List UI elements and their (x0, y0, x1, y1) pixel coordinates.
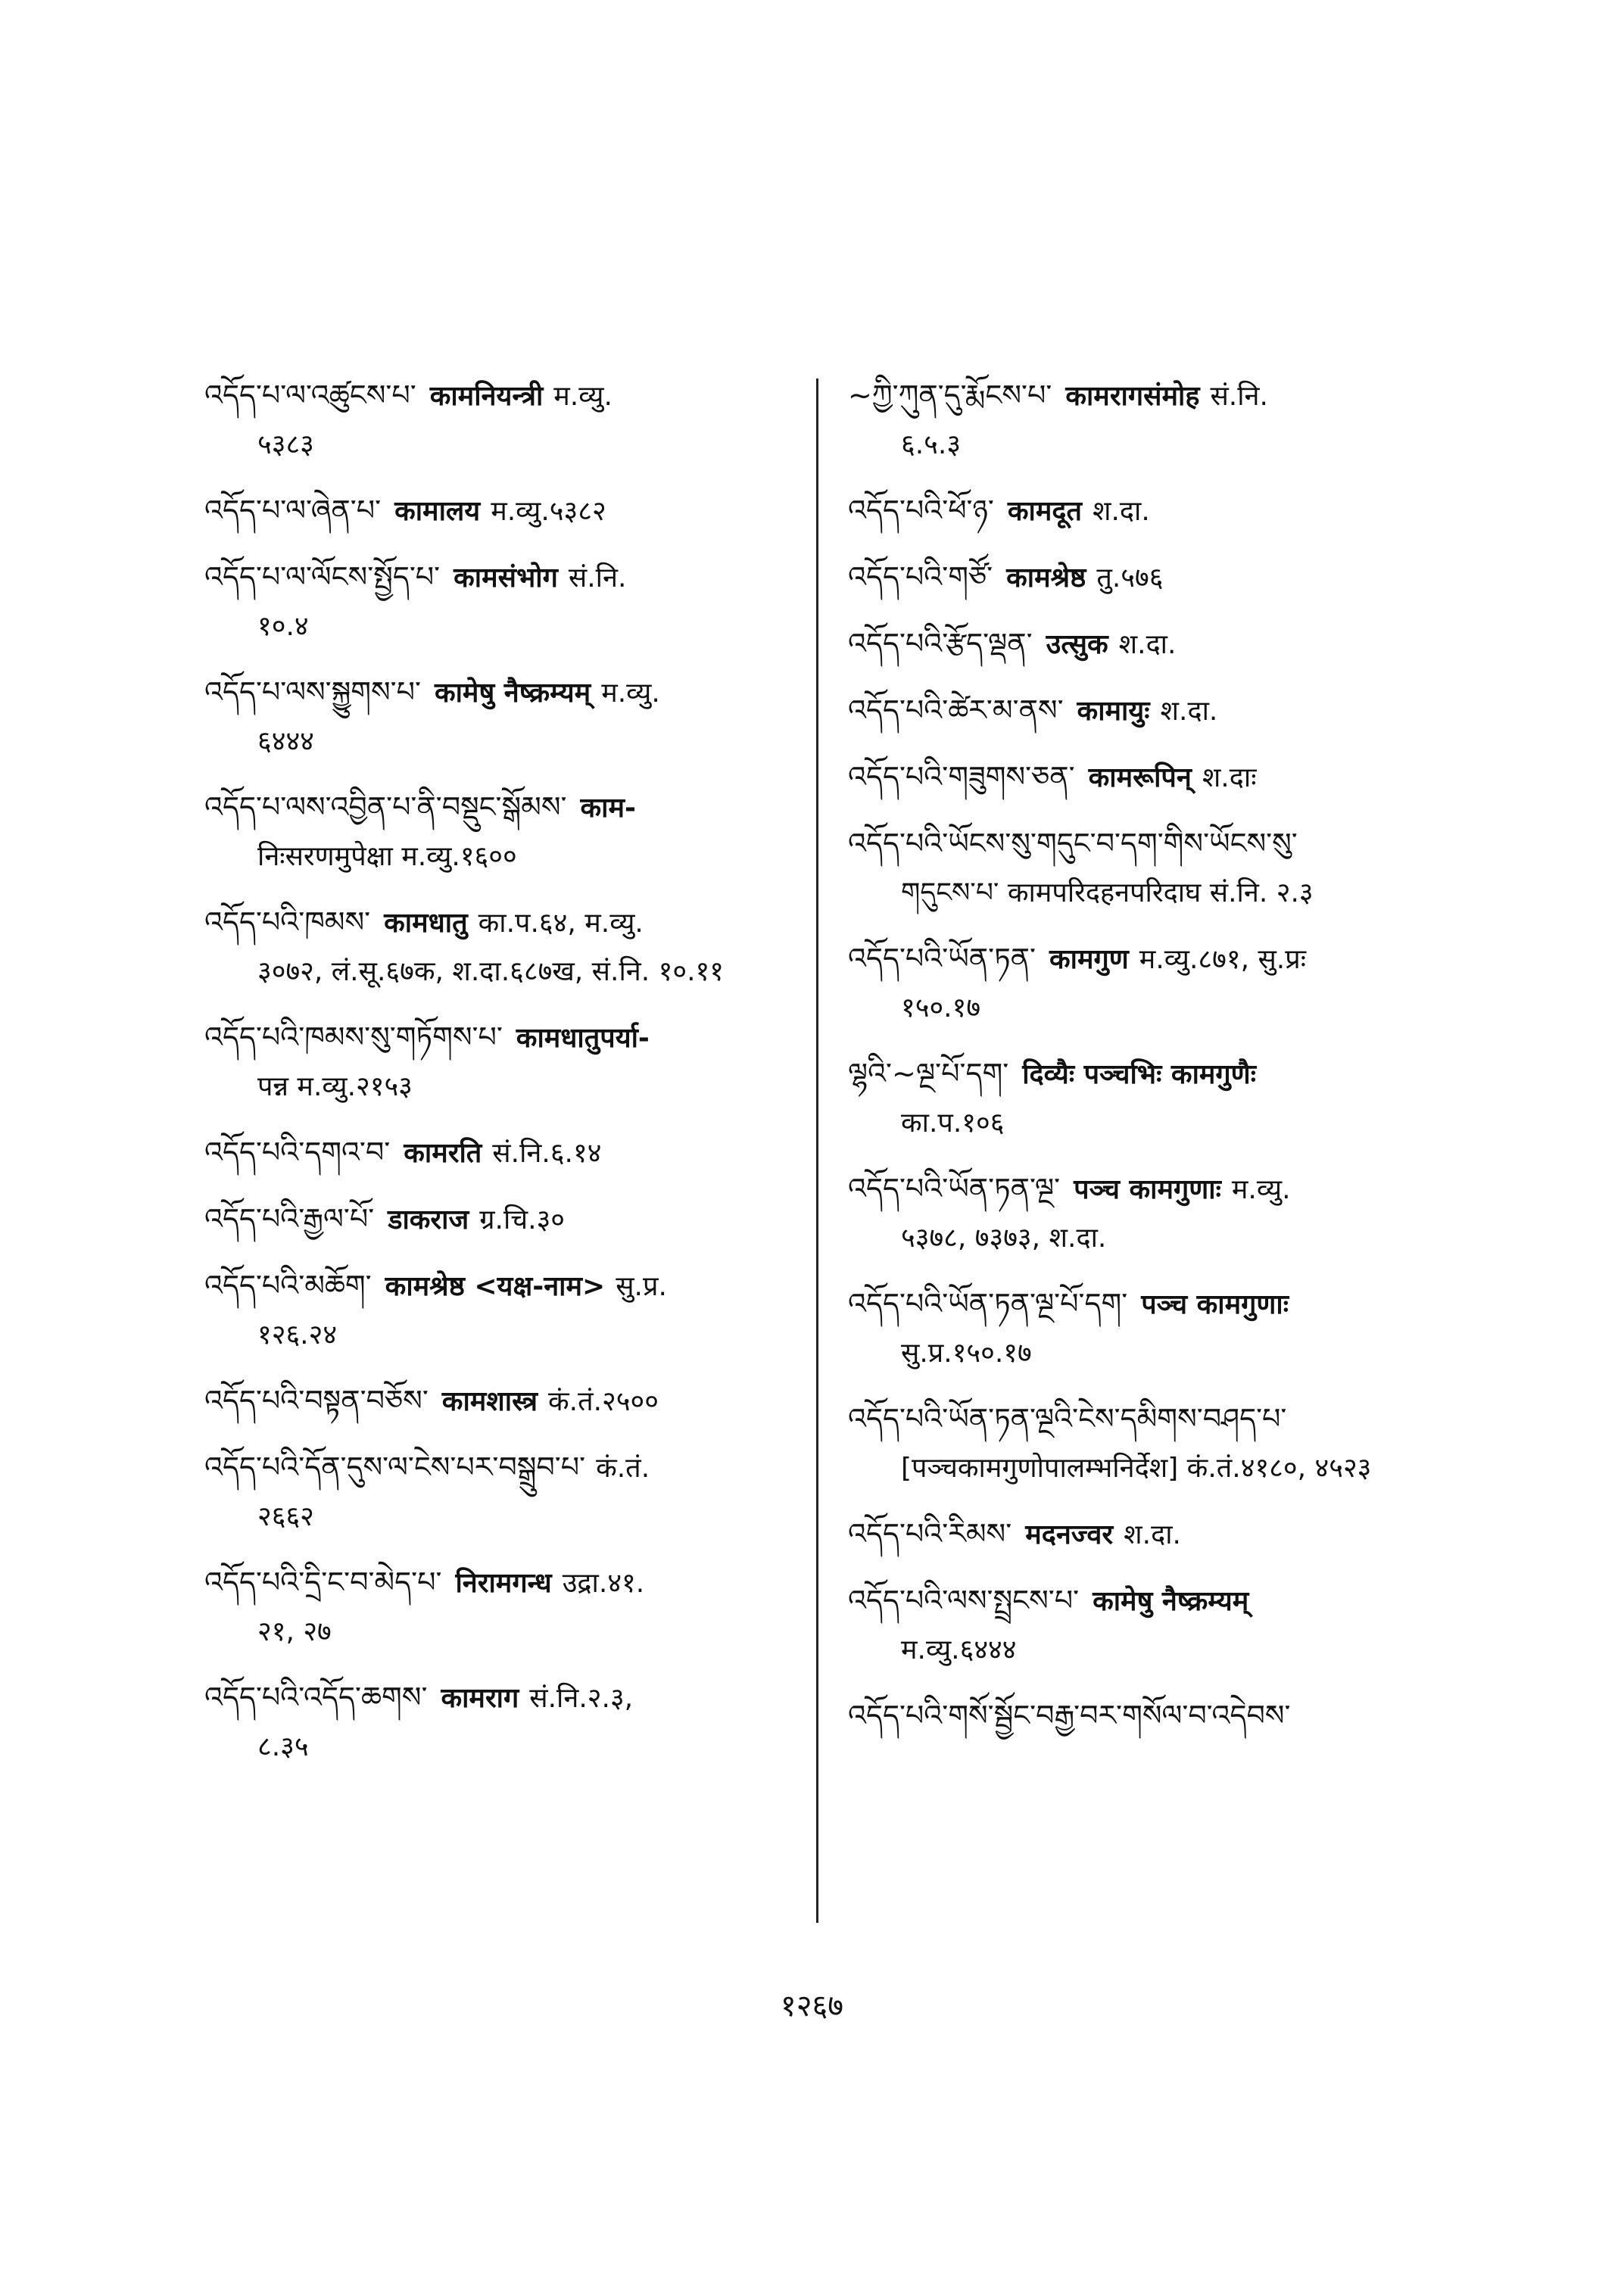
entry-continuation: सु.प्र.१५०.१७ (901, 1338, 1032, 1369)
dictionary-entry (204, 553, 810, 651)
source-reference: म.व्यु.५३८२ (491, 496, 606, 527)
dictionary-entry (848, 934, 1499, 1033)
sanskrit-equivalent: कामरागसंमोह (1065, 381, 1200, 412)
left-column (204, 371, 810, 1788)
tibetan-headword: འདོད་པའི་ཁམས་ (204, 905, 371, 939)
tibetan-headword: འདོད་པའི་དགའ་བ་ (204, 1136, 391, 1169)
sanskrit-equivalent: कामधातु (384, 908, 468, 939)
source-reference: सं.नि.२.३, (529, 1683, 634, 1714)
dictionary-entry (848, 1164, 1499, 1263)
tibetan-headword: འདོད་པའི་ཡོན་ཏན་ (848, 942, 1036, 975)
tibetan-headword: འདོད་པའི་ལས་སྤྲངས་པ་ (848, 1584, 1080, 1617)
entry-continuation: ५३७८, ७३७३, श.दा. (901, 1223, 1107, 1254)
tibetan-headword: འདོད་པ་ལ་འཚུངས་པ་ (204, 379, 416, 412)
sanskrit-equivalent: कामरूपिन् (1088, 762, 1192, 793)
entry-continuation: २१, २७ (257, 1616, 332, 1647)
source-reference: श.दा. (1118, 629, 1177, 660)
source-reference: म.व्यु. (553, 381, 613, 412)
entry-continuation: ५३८३ (257, 429, 314, 460)
dictionary-entry (204, 1128, 810, 1178)
sanskrit-equivalent: कामश्रेष्ठ <यक्ष-नाम> (385, 1271, 606, 1302)
tibetan-headword: འདོད་པའི་དྲི་ང་བ་མེད་པ་ (204, 1566, 442, 1599)
dictionary-entry (848, 371, 1499, 469)
tibetan-headword: འདོད་པའི་ཡོངས་སུ་གདུང་བ་དག་གིས་ཡོངས་སུ་ (848, 827, 1298, 860)
tibetan-headword: འདོད་པ་ལས་འབྱིན་པ་ནི་བསྡུང་སྒོམས་ (204, 790, 567, 824)
dictionary-entry (848, 686, 1499, 736)
tibetan-headword: འདོད་པའི་གསོ་སྦྱོང་བརྒྱ་བར་གསོལ་བ་འདེབས་ (848, 1699, 1291, 1732)
dictionary-entry (204, 1195, 810, 1245)
entry-continuation: ३०७२, लं.सू.६७क, श.दा.६८७ख, सं.नि. १०.११ (257, 956, 724, 987)
dictionary-entry (848, 1394, 1499, 1493)
tibetan-headword: འདོད་པའི་ཡོན་ཏན་ལྔ་པོ་དག་ (848, 1287, 1128, 1320)
source-reference: कं.तं.२५०० (547, 1386, 659, 1417)
source-reference: सु.प्र. (616, 1271, 667, 1302)
sanskrit-equivalent: कामसंभोग (454, 562, 558, 594)
tibetan-headword: འདོད་པའི་གཟུགས་ཅན་ (848, 760, 1075, 793)
sanskrit-equivalent: कामदूत (1007, 496, 1082, 527)
right-column (848, 371, 1499, 1758)
sanskrit-equivalent: कामगुण (1049, 944, 1129, 975)
tibetan-headword: འདོད་པའི་ཡོན་ཏན་ལྔའི་ངེས་དམིགས་བཤད་པ་ (848, 1402, 1287, 1435)
source-reference: श.दा. (1160, 696, 1218, 727)
tibetan-headword: འདོད་པའི་བསྟན་བཅོས་ (204, 1384, 429, 1417)
source-reference: श.दा. (1093, 496, 1150, 527)
source-reference: म.व्यु. (601, 678, 660, 709)
tibetan-headword: འདོད་པའི་དོན་དུས་ལ་ངེས་པར་བསྒྲུབ་པ་ (204, 1450, 586, 1484)
entry-continuation: निःसरणमुपेक्षा म.व्यु.१६०० (257, 841, 517, 872)
entry-continuation: १२६.२४ (257, 1319, 338, 1351)
sanskrit-equivalent: कामायुः (1077, 696, 1150, 727)
tibetan-headword: འདོད་པའི་འདོད་ཆགས་ (204, 1681, 428, 1714)
sanskrit-equivalent: कामेषु नैष्क्रम्यम् (1093, 1586, 1249, 1617)
sanskrit-equivalent: कामधातुपर्या- (516, 1023, 650, 1054)
dictionary-entry (204, 1261, 810, 1360)
entry-continuation: १०.४ (257, 611, 309, 642)
dictionary-entry (848, 619, 1499, 669)
dictionary-entry (204, 783, 810, 881)
source-reference: श.दा. (1124, 1519, 1181, 1550)
dictionary-entry (204, 1013, 810, 1111)
dictionary-entry (848, 486, 1499, 536)
source-reference: ग्र.चि.३० (479, 1204, 566, 1235)
dictionary-entry (204, 898, 810, 996)
tibetan-headword: འདོད་པའི་ཚེར་མ་ནས་ (848, 693, 1064, 727)
sanskrit-equivalent: मदनज्वर (1025, 1519, 1114, 1550)
tibetan-headword: འདོད་པའི་ཡོན་ཏན་ལྔ་ (848, 1172, 1061, 1205)
dictionary-entry (204, 486, 810, 536)
dictionary-entry (848, 1509, 1499, 1559)
sanskrit-equivalent: पञ्च कामगुणाः (1141, 1289, 1289, 1320)
sanskrit-equivalent: कामशास्त्र (441, 1386, 538, 1417)
tibetan-headword: ལྷའི་~ལྔ་པོ་དག་ (848, 1057, 1009, 1090)
entry-continuation: १५०.१७ (901, 992, 981, 1023)
dictionary-entry (848, 553, 1499, 603)
source-reference: उद्रा.४१. (562, 1568, 645, 1599)
source-reference: सं.नि. (1210, 381, 1268, 412)
sanskrit-equivalent: उत्सुक (1046, 629, 1108, 660)
sanskrit-equivalent: डाकराज (388, 1204, 469, 1235)
tibetan-headword: ~ཀྱི་ཀུན་དུ་རྨོངས་པ་ (848, 379, 1052, 412)
entry-continuation: पन्न म.व्यु.२१५३ (257, 1071, 413, 1102)
tibetan-headword: འདོད་པའི་གཙོ་ (848, 560, 993, 594)
dictionary-entry (204, 1673, 810, 1771)
dictionary-entry (204, 371, 810, 469)
tibetan-headword: འདོད་པའི་རྒྱལ་པོ་ (204, 1202, 375, 1235)
page-number: १२६७ (780, 1989, 844, 2024)
entry-continuation: གདུངས་པ་ कामपरिदहनपरिदाघ सं.नि. २.३ (901, 877, 1314, 908)
sanskrit-equivalent: कामालय (394, 496, 481, 527)
entry-continuation: ८.३५ (257, 1731, 309, 1762)
column-divider (816, 379, 818, 1923)
dictionary-entry (848, 752, 1499, 802)
entry-continuation: २६६२ (257, 1501, 314, 1532)
source-reference: म.व्यु. (1231, 1174, 1291, 1205)
dictionary-entry (204, 1376, 810, 1426)
source-reference: कं.तं. (596, 1453, 650, 1484)
tibetan-headword: འདོད་པའི་མཆོག་ (204, 1269, 372, 1302)
entry-continuation: का.प.१०६ (901, 1108, 1005, 1139)
tibetan-headword: འདོད་པའི་ཁམས་སུ་གཏོགས་པ་ (204, 1020, 503, 1054)
source-reference: तु.५७६ (1096, 562, 1164, 594)
sanskrit-equivalent: कामराग (441, 1683, 519, 1714)
source-reference: सं.नि. (568, 562, 627, 594)
tibetan-headword: འདོད་པ་ལ་ཞེན་པ་ (204, 494, 382, 527)
entry-continuation: ६.५.३ (901, 429, 962, 460)
entry-continuation: म.व्यु.६४४४ (901, 1634, 1017, 1665)
tibetan-headword: འདོད་པའི་རིམས་ (848, 1517, 1012, 1550)
sanskrit-equivalent: कामश्रेष्ठ (1006, 562, 1086, 594)
source-reference: का.प.६४, म.व्यु. (478, 908, 644, 939)
sanskrit-equivalent: कामरति (404, 1138, 482, 1169)
dictionary-entry (848, 1049, 1499, 1148)
dictionary-entry (204, 1558, 810, 1656)
sanskrit-equivalent: दिव्यैः पञ्चभिः कामगुणैः (1022, 1059, 1256, 1090)
source-reference: सं.नि.६.१४ (492, 1138, 602, 1169)
tibetan-headword: འདོད་པའི་རྩོད་ལྡན་ (848, 627, 1033, 660)
dictionary-entry (848, 819, 1499, 918)
dictionary-entry (848, 1279, 1499, 1378)
entry-continuation: ६४४४ (257, 726, 314, 757)
sanskrit-equivalent: काम- (580, 793, 636, 824)
entry-continuation: [पञ्चकामगुणोपालम्भनिर्देश] कं.तं.४१८०, ४५२३ (901, 1453, 1372, 1484)
dictionary-entry (848, 1576, 1499, 1675)
source-reference: म.व्यु.८७१, सु.प्रः (1139, 944, 1306, 975)
sanskrit-equivalent: निरामगन्ध (455, 1568, 552, 1599)
source-reference: श.दाः (1202, 762, 1257, 793)
dictionary-entry (204, 1443, 810, 1541)
dictionary-entry (204, 668, 810, 766)
sanskrit-equivalent: पञ्च कामगुणाः (1074, 1174, 1221, 1205)
tibetan-headword: འདོད་པ་ལ་ལོངས་སྤྱོད་པ་ (204, 560, 441, 594)
tibetan-headword: འདོད་པའི་ཕོ་ཉ་ (848, 494, 994, 527)
sanskrit-equivalent: कामेषु नैष्क्रम्यम् (434, 678, 591, 709)
sanskrit-equivalent: कामनियन्त्री (429, 381, 544, 412)
dictionary-entry (848, 1691, 1499, 1741)
tibetan-headword: འདོད་པ་ལས་སྐྱུགས་པ་ (204, 675, 421, 709)
